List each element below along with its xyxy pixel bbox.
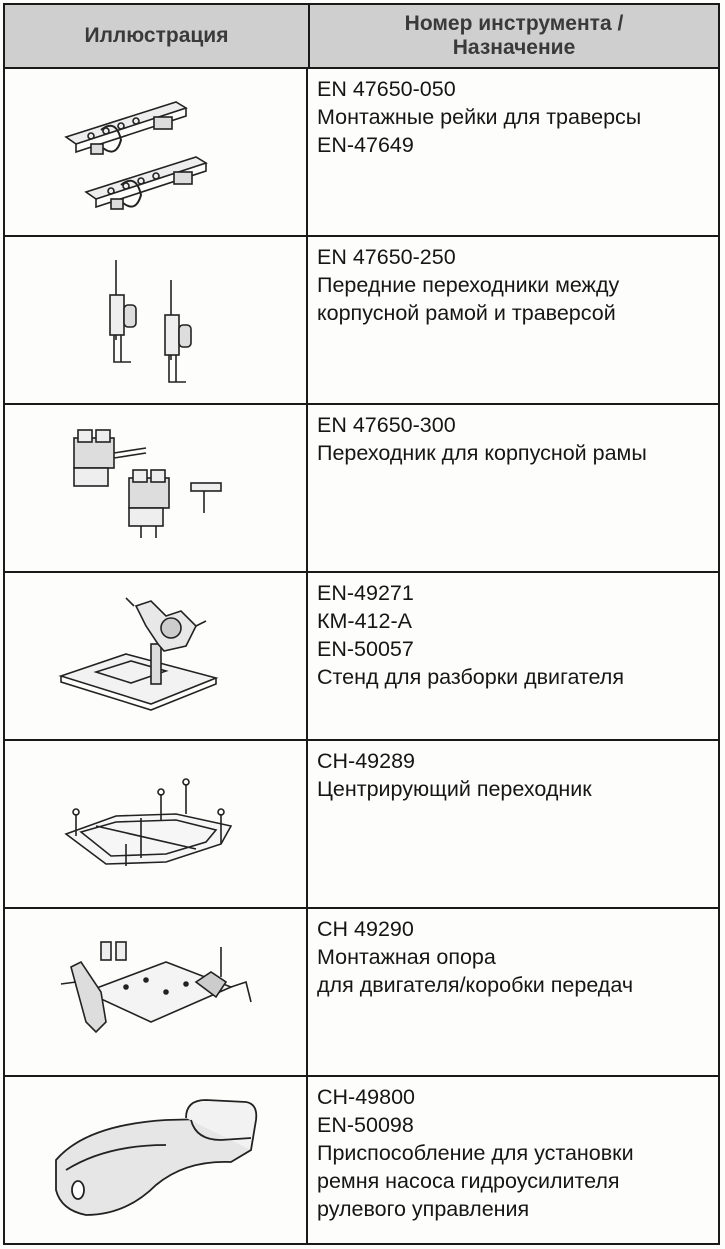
tool-line: для двигателя/коробки передач xyxy=(317,973,634,997)
tool-description xyxy=(308,573,718,739)
header-tool-number-line2: Назначение xyxy=(452,36,576,59)
header-tool-number-line1: Номер инструмента / xyxy=(404,12,624,36)
table-row xyxy=(5,1077,718,1243)
tool-line: EN 47650-300 xyxy=(317,413,456,437)
tool-line: Переходник для корпусной рамы xyxy=(317,441,647,465)
tool-description xyxy=(308,741,718,907)
tool-line: EN-47649 xyxy=(317,133,414,157)
tool-line: корпусной рамой и траверсой xyxy=(317,301,616,325)
tool-line: Монтажная опора xyxy=(317,945,496,969)
belt-install-tool-icon xyxy=(46,1090,266,1230)
front-adapters-icon xyxy=(46,250,266,390)
tool-line: EN 47650-250 xyxy=(317,245,456,269)
tool-description xyxy=(308,1077,718,1243)
table-row xyxy=(5,909,718,1077)
table-row xyxy=(5,405,718,573)
tool-table xyxy=(3,3,720,1245)
engine-stand-icon xyxy=(46,586,266,726)
table-header xyxy=(5,5,718,69)
table-row xyxy=(5,237,718,405)
header-illustration: Иллюстрация xyxy=(5,5,310,67)
tool-line: Приспособление для установки xyxy=(317,1141,634,1165)
frame-adapter-icon xyxy=(46,418,266,558)
tool-line: Монтажные рейки для траверсы xyxy=(317,105,642,129)
tool-line: СН-49800 xyxy=(317,1085,415,1109)
tool-line: EN-50057 xyxy=(317,637,414,661)
tool-line: рулевого управления xyxy=(317,1197,530,1221)
tool-line: Передние переходники между xyxy=(317,273,620,297)
centering-adapter-icon xyxy=(46,754,266,894)
tool-line: EN-49271 xyxy=(317,581,414,605)
tool-line: Центрирующий переходник xyxy=(317,777,592,801)
tool-line: КМ-412-А xyxy=(317,609,412,633)
table-row xyxy=(5,573,718,741)
table-row xyxy=(5,741,718,909)
tool-line: ремня насоса гидроусилителя xyxy=(317,1169,620,1193)
header-tool-number xyxy=(310,5,718,67)
tool-line: EN 47650-050 xyxy=(317,77,456,101)
tool-line: СН-49289 xyxy=(317,749,415,773)
tool-description xyxy=(308,69,718,235)
mounting-support-icon xyxy=(46,922,266,1062)
tool-description xyxy=(308,405,718,571)
tool-line: СН 49290 xyxy=(317,917,414,941)
table-row xyxy=(5,69,718,237)
tool-line: Стенд для разборки двигателя xyxy=(317,665,624,689)
tool-description xyxy=(308,237,718,403)
tool-line: EN-50098 xyxy=(317,1113,414,1137)
mounting-rails-icon xyxy=(46,82,266,222)
tool-description xyxy=(308,909,718,1075)
